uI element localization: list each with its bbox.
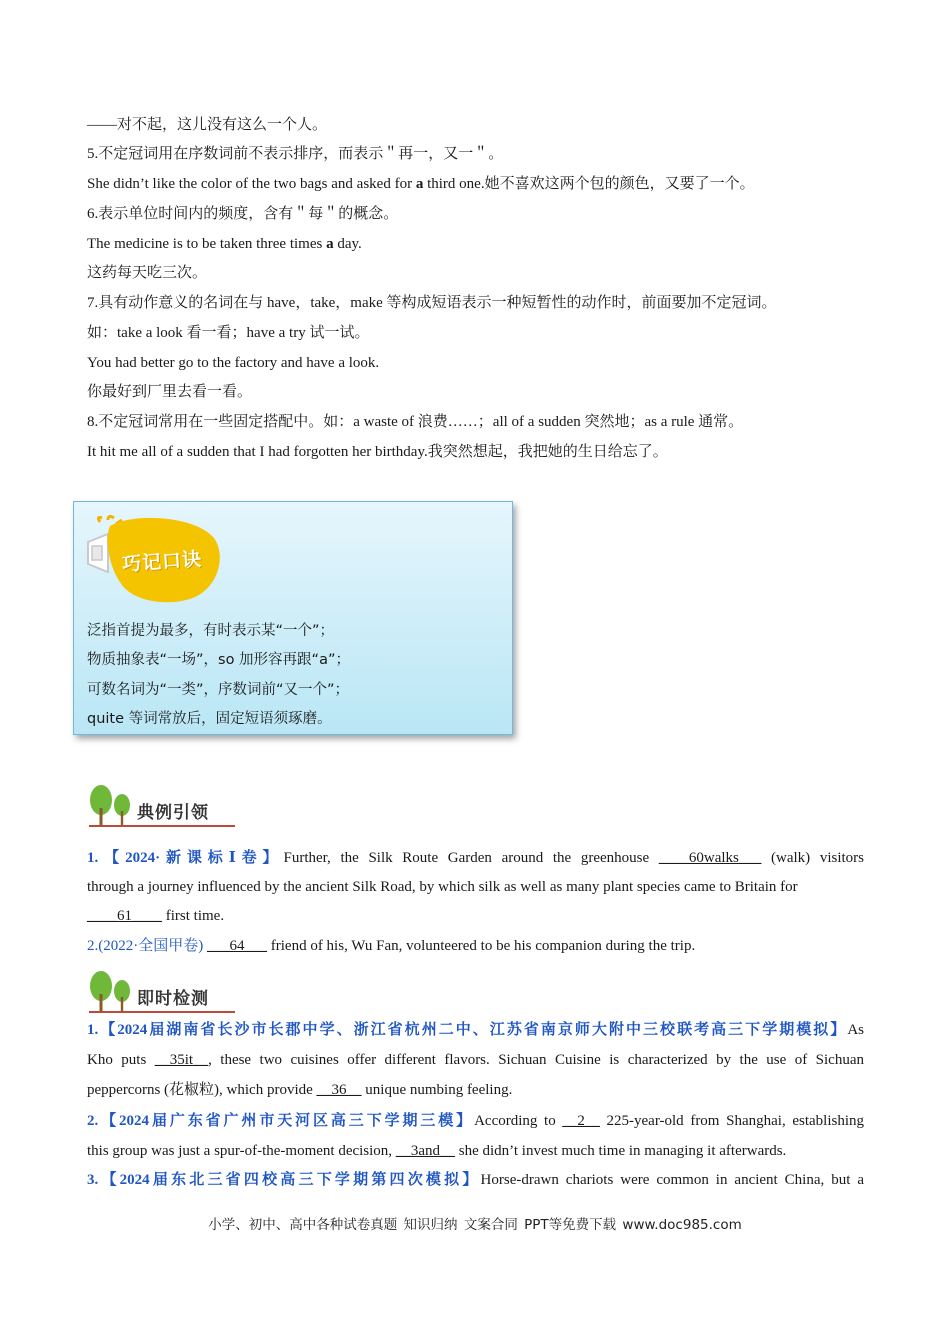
text: she didn’t invest much time in managing it afterwards.	[454, 1143, 787, 1159]
source-label: 【2024届湖南省长沙市长郡中学、浙江省杭州二中、江苏省南京师大附中三校联考高三下学期模拟】	[98, 1022, 848, 1038]
text: 8.不定冠词常用在一些固定搭配中。如：a waste of 浪费……；all of a sudden 突然地；as a rule 通常。	[87, 414, 744, 430]
text: 你最好到厂里去看一看。	[87, 384, 253, 400]
text: As	[847, 1022, 864, 1038]
text: first time.	[162, 908, 225, 924]
example-sentence	[87, 442, 864, 462]
page-footer: 小学、初中、高中各种试卷真题 知识归纳 文案合同 PPT等免费下载 www.doc985.com	[208, 1217, 742, 1233]
mnemonic-line: 可数名词为“一类”，序数词前“又一个”；	[87, 682, 350, 698]
item-number: 1.	[87, 1022, 99, 1038]
mnemonic-line: quite 等词常放后，固定短语须琢磨。	[87, 711, 332, 727]
example-sentence	[87, 234, 864, 254]
text: You had better go to the factory and have a look.	[87, 355, 380, 371]
rule-6	[87, 204, 864, 224]
mnemonic-box	[73, 501, 513, 735]
example-1	[87, 848, 864, 868]
text: through a journey influenced by the ancient Silk Road, by which silk as well as many plant species came to Britain for	[87, 879, 798, 895]
mnemonic-line: 泛指首提为最多，有时表示某“一个”；	[87, 623, 335, 639]
practice-2-line-2	[87, 1141, 864, 1161]
text: 5.不定冠词用在序数词前不表示排序，而表示＂再一，又一＂。	[87, 146, 504, 162]
text: According to	[474, 1113, 563, 1129]
text: The medicine is to be taken three times	[87, 236, 327, 252]
tree-icon	[85, 784, 135, 828]
article-a: a	[326, 236, 334, 252]
item-number: 2.	[87, 938, 99, 954]
text: 225-year-old from Shanghai, establishing	[599, 1113, 865, 1129]
mnemonic-badge	[86, 514, 226, 610]
section-header-examples	[85, 784, 235, 828]
answer-blank: __35it__	[154, 1052, 209, 1068]
text: 这药每天吃三次。	[87, 265, 208, 281]
item-number: 2.	[87, 1113, 99, 1129]
source-label: 【2024·新课标Ⅰ卷】	[98, 850, 284, 866]
item-number: 3.	[87, 1172, 99, 1188]
source-label: (2022·全国甲卷)	[98, 938, 204, 954]
text: She didn’t like the color of the two bags and asked for	[87, 176, 416, 192]
section-rule	[89, 825, 235, 827]
example-2	[87, 936, 864, 956]
text: day.	[333, 236, 362, 252]
text: 7.具有动作意义的名词在与 have，take，make 等构成短语表示一种短暂性的动作时，前面要加不定冠词。	[87, 295, 777, 311]
section-header-practice	[85, 970, 235, 1014]
section-rule	[89, 1011, 235, 1013]
text-line	[87, 115, 864, 135]
translation	[87, 382, 864, 402]
text: ——对不起，这儿没有这么一个人。	[87, 117, 328, 133]
answer-blank: ____61____	[87, 908, 162, 924]
rule-8	[87, 412, 864, 432]
answer-blank: __2__	[562, 1113, 600, 1129]
section-title: 典例引领	[137, 803, 209, 823]
text: Kho puts	[87, 1052, 155, 1068]
mnemonic-line: 物质抽象表“一场”，so 加形容再跟“a”；	[87, 652, 350, 668]
example-sentence	[87, 353, 864, 373]
answer-blank: ____60walks___	[658, 850, 762, 866]
example-1-line-2	[87, 877, 864, 897]
text: It hit me all of a sudden that I had forgotten her birthday.我突然想起，我把她的生日给忘了。	[87, 444, 668, 460]
text: 如：take a look 看一看；have a try 试一试。	[87, 325, 370, 341]
text: third one.她不喜欢这两个包的颜色，又要了一个。	[423, 176, 755, 192]
text: peppercorns (花椒粒), which provide	[87, 1082, 317, 1098]
text: this group was just a spur-of-the-moment decision,	[87, 1143, 396, 1159]
text-line	[87, 323, 864, 343]
practice-3	[87, 1170, 864, 1190]
rule-7	[87, 293, 864, 313]
item-number: 1.	[87, 850, 99, 866]
example-sentence	[87, 174, 864, 194]
answer-blank: ___64___	[207, 938, 267, 954]
translation	[87, 263, 864, 283]
example-1-line-3	[87, 906, 864, 926]
mnemonic-badge-text: 巧记口诀	[121, 548, 203, 576]
rule-5	[87, 144, 864, 164]
source-label: 【2024届广东省广州市天河区高三下学期三模】	[98, 1113, 475, 1129]
source-label: 【2024届东北三省四校高三下学期第四次模拟】	[98, 1172, 481, 1188]
text: friend of his, Wu Fan, volunteered to be his companion during the trip.	[267, 938, 696, 954]
text: Further, the Silk Route Garden around the greenhouse	[283, 850, 650, 866]
tree-icon	[85, 970, 135, 1014]
text: , these two cuisines offer different flavors. Sichuan Cuisine is characterized by the use of Sichuan	[208, 1052, 864, 1068]
section-title: 即时检测	[137, 989, 209, 1009]
practice-1-line-2	[87, 1050, 864, 1070]
text: 6.表示单位时间内的频度，含有＂每＂的概念。	[87, 206, 399, 222]
practice-2	[87, 1111, 864, 1131]
article-a: a	[415, 176, 424, 192]
text: Horse-drawn chariots were common in ancient China, but a	[480, 1172, 864, 1188]
answer-blank: __3and__	[395, 1143, 455, 1159]
practice-1-line-3	[87, 1080, 864, 1100]
text: unique numbing feeling.	[361, 1082, 513, 1098]
answer-blank: __36__	[316, 1082, 362, 1098]
practice-1	[87, 1020, 864, 1040]
text: (walk) visitors	[771, 850, 865, 866]
